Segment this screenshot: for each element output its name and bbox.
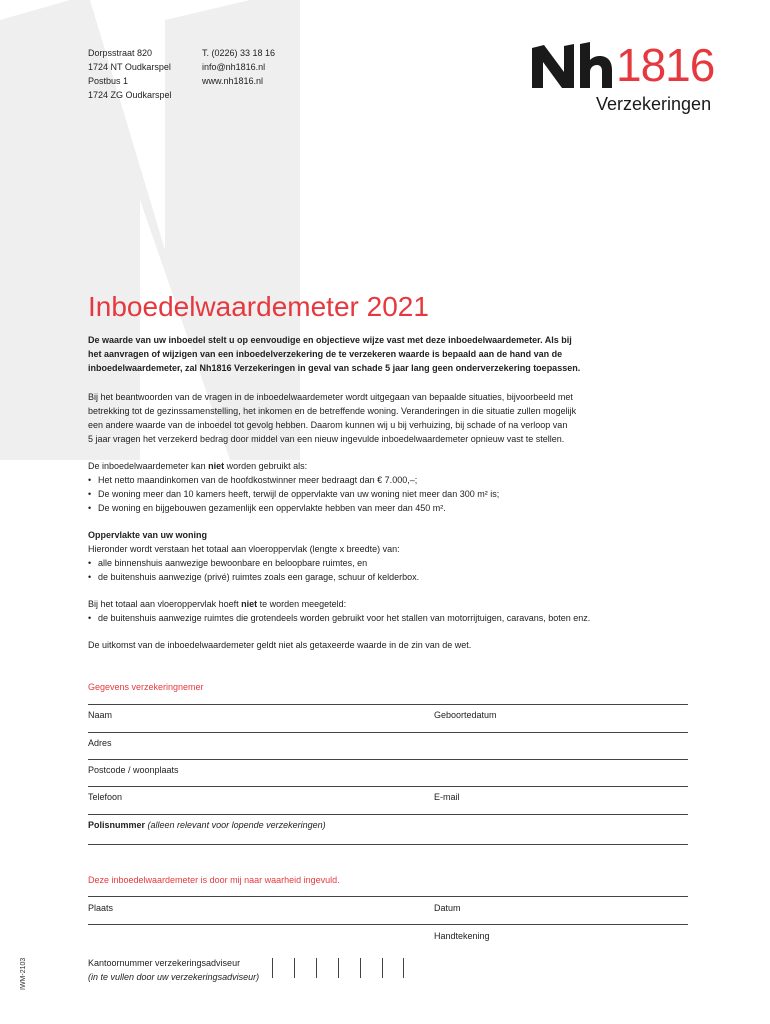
intro-line: inboedelwaardemeter, zal Nh1816 Verzekeringen in geval van schade 5 jaar lang geen onderverzekering toepassen. [88, 363, 581, 373]
explanation-line: 5 jaar vragen het verzekerd bedrag door middel van een nieuw ingevulde inboedelwaardemeter opnieuw vast te stellen. [88, 434, 565, 444]
intro-paragraph [88, 333, 688, 375]
declaration-text: Deze inboedelwaardemeter is door mij naar waarheid ingevuld. [88, 875, 340, 885]
page-title: Inboedelwaardemeter 2021 [88, 291, 429, 322]
explanation-line: betrekking tot de gezinssamenstelling, het inkomen en de betreffende woning. Veranderingen in die situatie zullen mogelijk [88, 406, 577, 416]
form-divider [88, 732, 688, 733]
address-street: Dorpsstraat 820 [88, 48, 153, 58]
telefoon-field[interactable]: Telefoon [88, 792, 123, 802]
address-postal-city: 1724 NT Oudkarspel [88, 62, 171, 72]
form-divider [88, 759, 688, 760]
form-divider [88, 844, 688, 845]
exclude-item: • de buitenshuis aanwezige ruimtes die grotendeels worden gebruikt voor het stallen van motorrijtuigen, caravans, boten enz. [88, 611, 688, 625]
exclude-lead: Bij het totaal aan vloeroppervlak hoeft niet te worden meegeteld: [88, 599, 347, 609]
polisnummer-field[interactable]: Polisnummer (alleen relevant voor lopende verzekeringen) [88, 820, 326, 830]
document-code: IWM-2103 [20, 957, 27, 990]
form-divider [88, 704, 688, 705]
email-field[interactable]: E-mail [434, 792, 460, 802]
policyholder-section-title: Gegevens verzekeringnemer [88, 682, 204, 692]
logo-number: 1816 [616, 39, 715, 91]
logo-subtitle: Verzekeringen [596, 94, 712, 114]
naam-field[interactable]: Naam [88, 710, 113, 720]
surface-item: • alle binnenshuis aanwezige bewoonbare en beloopbare ruimtes, en [88, 556, 688, 570]
not-used-lead: De inboedelwaardemeter kan niet worden gebruikt als: [88, 461, 308, 471]
geboortedatum-field[interactable]: Geboortedatum [434, 710, 497, 720]
digit-box[interactable] [382, 958, 404, 978]
digit-box[interactable] [360, 958, 382, 978]
digit-box[interactable] [272, 958, 294, 978]
not-used-item: • De woning meer dan 10 kamers heeft, terwijl de oppervlakte van uw woning niet meer dan 300 m² is; [88, 487, 688, 501]
surface-lead: Hieronder wordt verstaan het totaal aan vloeroppervlak (lengte x breedte) van: [88, 544, 400, 554]
nh-logo-mark-icon [530, 42, 622, 90]
address-postbus-city: 1724 ZG Oudkarspel [88, 90, 172, 100]
form-divider [88, 814, 688, 815]
form-divider [88, 786, 688, 787]
plaats-field[interactable]: Plaats [88, 903, 114, 913]
kantoornummer-note: (in te vullen door uw verzekeringsadviseur) [88, 972, 260, 982]
explanation-line: een andere waarde van de inboedel tot gevolg hebben. Daarom kunnen wij u bij verhuizing, bij schade of na verloop van [88, 420, 568, 430]
contact-phone: T. (0226) 33 18 16 [202, 48, 276, 58]
company-address [88, 46, 172, 102]
exclude-section [88, 597, 688, 625]
handtekening-field[interactable]: Handtekening [434, 931, 490, 941]
outcome-note: De uitkomst van de inboedelwaardemeter geldt niet als getaxeerde waarde in de zin van de wet. [88, 640, 472, 650]
address-postbus: Postbus 1 [88, 76, 129, 86]
intro-line: het aanvragen of wijzigen van een inboedelverzekering de te verzekeren waarde is bepaald aan de hand van de [88, 349, 563, 359]
surface-section [88, 528, 688, 584]
kantoornummer-label: Kantoornummer verzekeringsadviseur [88, 958, 241, 968]
contact-website: www.nh1816.nl [202, 76, 264, 86]
company-contact [202, 46, 275, 88]
explanation-line: Bij het beantwoorden van de vragen in de inboedelwaardemeter wordt uitgegaan van bepaalde situaties, bijvoorbeeld met [88, 392, 573, 402]
form-divider [88, 924, 688, 925]
not-used-section [88, 459, 688, 515]
digit-box[interactable] [338, 958, 360, 978]
digit-box[interactable] [316, 958, 338, 978]
form-divider [88, 896, 688, 897]
digit-box[interactable] [294, 958, 316, 978]
postcode-woonplaats-field[interactable]: Postcode / woonplaats [88, 765, 179, 775]
explanation-paragraph [88, 390, 688, 446]
contact-email: info@nh1816.nl [202, 62, 266, 72]
surface-heading: Oppervlakte van uw woning [88, 530, 208, 540]
intro-line: De waarde van uw inboedel stelt u op eenvoudige en objectieve wijze vast met deze inboedelwaardemeter. Als bij [88, 335, 572, 345]
not-used-item: • Het netto maandinkomen van de hoofdkostwinner meer bedraagt dan € 7.000,–; [88, 473, 688, 487]
kantoornummer-boxes[interactable] [272, 958, 404, 978]
nh1816-logo [530, 40, 720, 120]
adres-field[interactable]: Adres [88, 738, 112, 748]
datum-field[interactable]: Datum [434, 903, 461, 913]
surface-item: • de buitenshuis aanwezige (privé) ruimtes zoals een garage, schuur of kelderbox. [88, 570, 688, 584]
not-used-item: • De woning en bijgebouwen gezamenlijk een oppervlakte hebben van meer dan 450 m². [88, 501, 688, 515]
